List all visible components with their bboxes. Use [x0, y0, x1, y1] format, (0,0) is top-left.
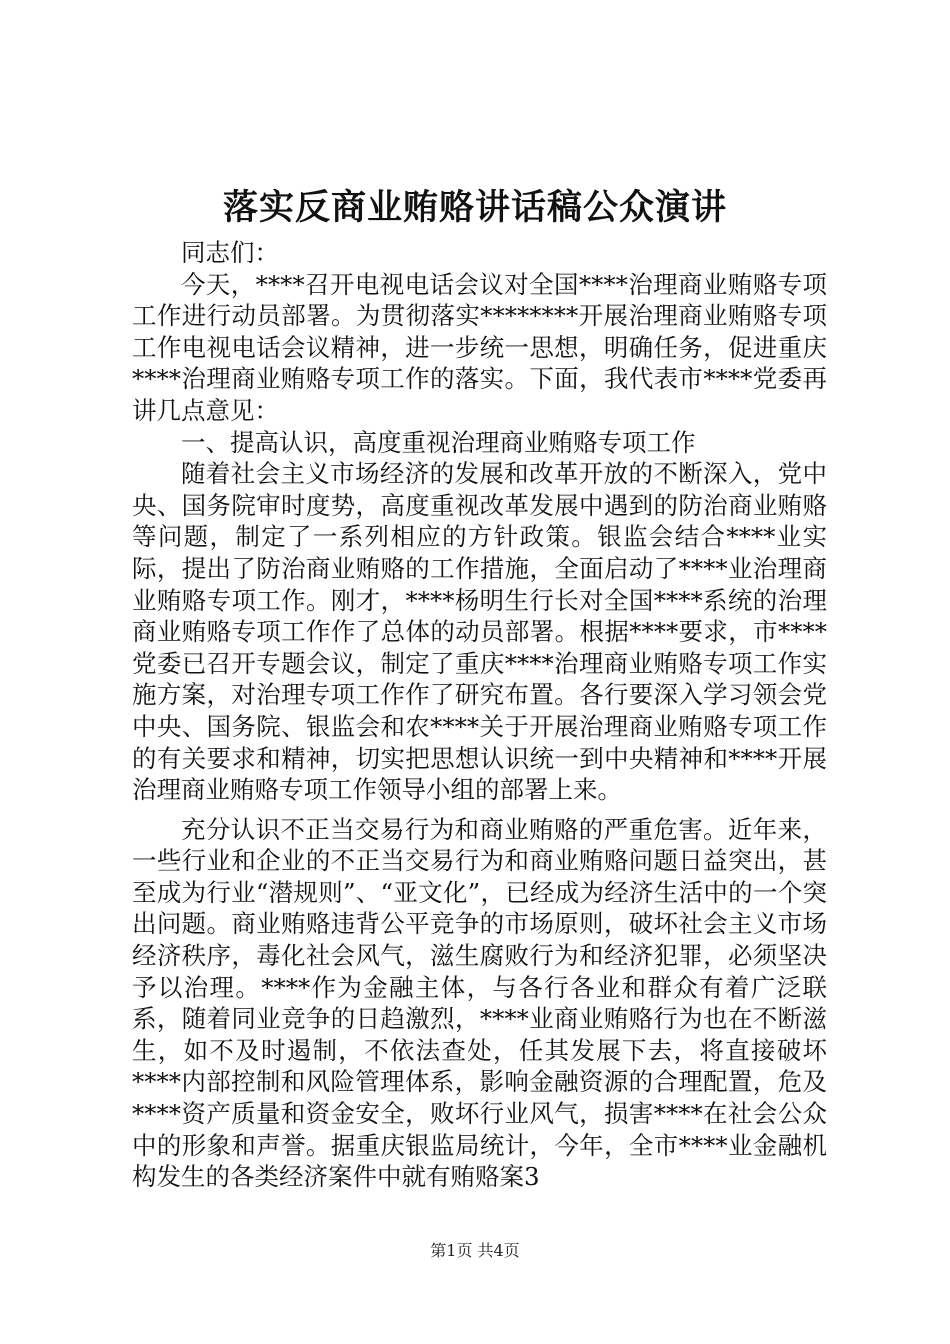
paragraph-harm: 充分认识不正当交易行为和商业贿赂的严重危害。近年来，一些行业和企业的不正当交易行为和商业贿赂问题日益突出，甚至成为行业“潜规则”、“亚文化”，已经成为经济生活中的一个突出问题。商业贿赂违背公平竞争的市场原则，破坏社会主义市场经济秩序，毒化社会风气，滋生腐败行为和经济犯罪，必须坚决予以治理。****作为金融主体，与各行各业和群众有着广泛联系，随着同业竞争的日趋激烈，****业商业贿赂行为也在不断滋生，如不及时遏制，不依法查处，任其发展下去，将直接破坏****内部控制和风险管理体系，影响金融资源的合理配置，危及****资产质量和资金安全，败坏行业风气，损害****在社会公众中的形象和声誉。据重庆银监局统计，今年，全市****业金融机构发生的各类经济案件中就有贿赂案3 [132, 814, 827, 1192]
paragraph-background: 随着社会主义市场经济的发展和改革开放的不断深入，党中央、国务院审时度势，高度重视改革发展中遇到的防治商业贿赂等问题，制定了一系列相应的方针政策。银监会结合****业实际，提出了防治商业贿赂的工作措施，全面启动了****业治理商业贿赂专项工作。刚才，****杨明生行长对全国****系统的治理商业贿赂专项工作作了总体的动员部署。根据****要求，市****党委已召开专题会议，制定了重庆****治理商业贿赂专项工作实施方案，对治理专项工作作了研究布置。各行要深入学习领会党中央、国务院、银监会和农****关于开展治理商业贿赂专项工作的有关要求和精神，切实把思想认识统一到中央精神和****开展治理商业贿赂专项工作领导小组的部署上来。 [132, 459, 827, 805]
section-heading-1: 一、提高认识，高度重视治理商业贿赂专项工作 [181, 427, 696, 457]
salutation: 同志们： [181, 238, 279, 267]
paragraph-intro: 今天，****召开电视电话会议对全国****治理商业贿赂专项工作进行动员部署。为贯彻落实********开展治理商业贿赂专项工作电视电话会议精神，进一步统一思想，明确任务，促进重庆****治理商业贿赂专项工作的落实。下面，我代表市****党委再讲几点意见： [132, 269, 827, 425]
document-title: 落实反商业贿赂讲话稿公众演讲 [222, 187, 727, 228]
document-body [132, 237, 827, 1193]
page-number-footer: 第1页 共4页 [430, 1241, 520, 1260]
